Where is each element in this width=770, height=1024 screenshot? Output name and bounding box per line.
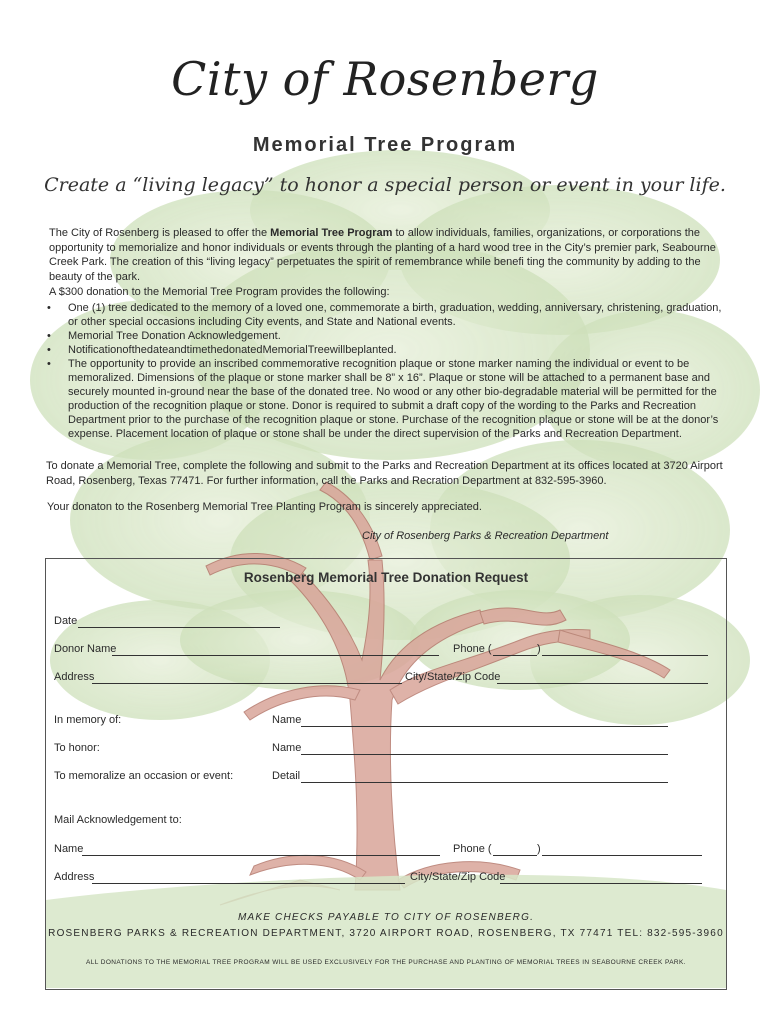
city-state-zip-label: City/State/Zip Code bbox=[405, 671, 501, 683]
mail-city-label: City/State/Zip Code bbox=[410, 871, 506, 883]
mail-phone-area-code-field[interactable] bbox=[493, 855, 537, 856]
date-field[interactable] bbox=[78, 627, 280, 628]
list-item: • NotificationofthedateandtimethedonatedMemorialTreewillbeplanted. bbox=[47, 343, 729, 357]
mail-address-label: Address bbox=[54, 871, 95, 883]
list-item: • One (1) tree dedicated to the memory of a loved one, commemorate a birth, graduation, wedding, anniversary, christening, graduation, or other special occasions including City events, and State and National events. bbox=[47, 301, 729, 329]
in-memory-label: In memory of: bbox=[54, 714, 122, 726]
address-field[interactable] bbox=[92, 683, 402, 684]
benefits-list bbox=[47, 301, 729, 441]
donate-instructions: To donate a Memorial Tree, complete the following and submit to the Parks and Recreation Department at its offices located at 3720 Airport Road, Rosenberg, Texas 77471. For further information, call the Parks and Recration Department at 832-595-3960. bbox=[46, 460, 723, 487]
donor-name-field[interactable] bbox=[112, 655, 439, 656]
tagline: Create a “living legacy” to honor a special person or event in your life. bbox=[44, 174, 726, 196]
mail-city-field[interactable] bbox=[500, 883, 702, 884]
mail-address-field[interactable] bbox=[92, 883, 405, 884]
intro-bold: Memorial Tree Program bbox=[270, 227, 393, 239]
city-state-zip-field[interactable] bbox=[497, 683, 708, 684]
address-label: Address bbox=[54, 671, 95, 683]
mail-name-field[interactable] bbox=[82, 855, 440, 856]
date-label: Date bbox=[54, 615, 78, 627]
phone-area-code-field[interactable] bbox=[493, 655, 537, 656]
intro-text-1: The City of Rosenberg is pleased to offer the bbox=[49, 227, 271, 239]
intro-text-2: to allow individuals, families, organizations, or corporations the opportunity to memorialize and honor individuals or events through the planting of a hard wood tree in the City’s premier park, Seabourne Creek Park. The creation of this “living legacy” perpetuates the spirit of remembrance while benefi ting the community by adding to the beauty of the park. bbox=[49, 227, 716, 283]
detail-field[interactable] bbox=[301, 782, 668, 783]
department-address: ROSENBERG PARKS & RECREATION DEPARTMENT, 3720 AIRPORT ROAD, ROSENBERG, TX 77471 TEL: 832-595-3960 bbox=[48, 928, 724, 939]
in-memory-name-field[interactable] bbox=[301, 726, 668, 727]
memorialize-label: To memoralize an occasion or event: bbox=[54, 770, 234, 782]
detail-label: Detail bbox=[272, 770, 301, 782]
phone-label: Phone ( bbox=[453, 643, 492, 655]
mail-phone-label: Phone ( bbox=[453, 843, 492, 855]
signature: City of Rosenberg Parks & Recreation Department bbox=[362, 530, 609, 542]
to-honor-name-field[interactable] bbox=[301, 754, 668, 755]
mail-phone-number-field[interactable] bbox=[542, 855, 702, 856]
checks-payable-note: MAKE CHECKS PAYABLE TO CITY OF ROSENBERG. bbox=[237, 912, 535, 923]
to-honor-name-label: Name bbox=[272, 742, 302, 754]
list-item: • Memorial Tree Donation Acknowledgement. bbox=[47, 329, 729, 343]
phone-close-paren: ) bbox=[537, 643, 541, 655]
phone-number-field[interactable] bbox=[542, 655, 708, 656]
page-title: City of Rosenberg bbox=[171, 52, 599, 106]
mail-phone-close-paren: ) bbox=[537, 843, 541, 855]
donor-name-label: Donor Name bbox=[54, 643, 117, 655]
program-subtitle: Memorial Tree Program bbox=[252, 134, 518, 156]
intro-paragraph bbox=[49, 226, 729, 284]
appreciation-text: Your donaton to the Rosenberg Memorial Tree Planting Program is sincerely appreciated. bbox=[47, 501, 482, 513]
to-honor-label: To honor: bbox=[54, 742, 100, 754]
list-item: • The opportunity to provide an inscribed commemorative recognition plaque or stone marker naming the individual or event to be memoralized. Dimensions of the plaque or stone marker shall be 8” x 16”. Plaque or stone will be attached to a permanent base and securely mounted in-ground near the base of the donated tree. No wood or any other bio-degradable material will be permitted for the production of the recognition plaque or stone. Donor is required to submit a draft copy of the wording to the Parks and Recreation Department prior to the purchase of the recognition plaque or stone. Purchase of the recognition plaque or stone will be at the donor’s expense. Placement location of plaque or stone shall be under the direct supervision of the Parks and Recreation Department. bbox=[47, 357, 729, 441]
donation-disclaimer: ALL DONATIONS TO THE MEMORIAL TREE PROGRAM WILL BE USED EXCLUSIVELY FOR THE PURCHASE AND PLANTING OF MEMORIAL TREES IN SEABOURNE CREEK PARK. bbox=[86, 959, 686, 966]
mail-name-label: Name bbox=[54, 843, 84, 855]
form-title: Rosenberg Memorial Tree Donation Request bbox=[243, 570, 529, 585]
in-memory-name-label: Name bbox=[272, 714, 302, 726]
mail-ack-label: Mail Acknowledgement to: bbox=[54, 814, 182, 826]
provides-text: A $300 donation to the Memorial Tree Program provides the following: bbox=[49, 286, 390, 298]
